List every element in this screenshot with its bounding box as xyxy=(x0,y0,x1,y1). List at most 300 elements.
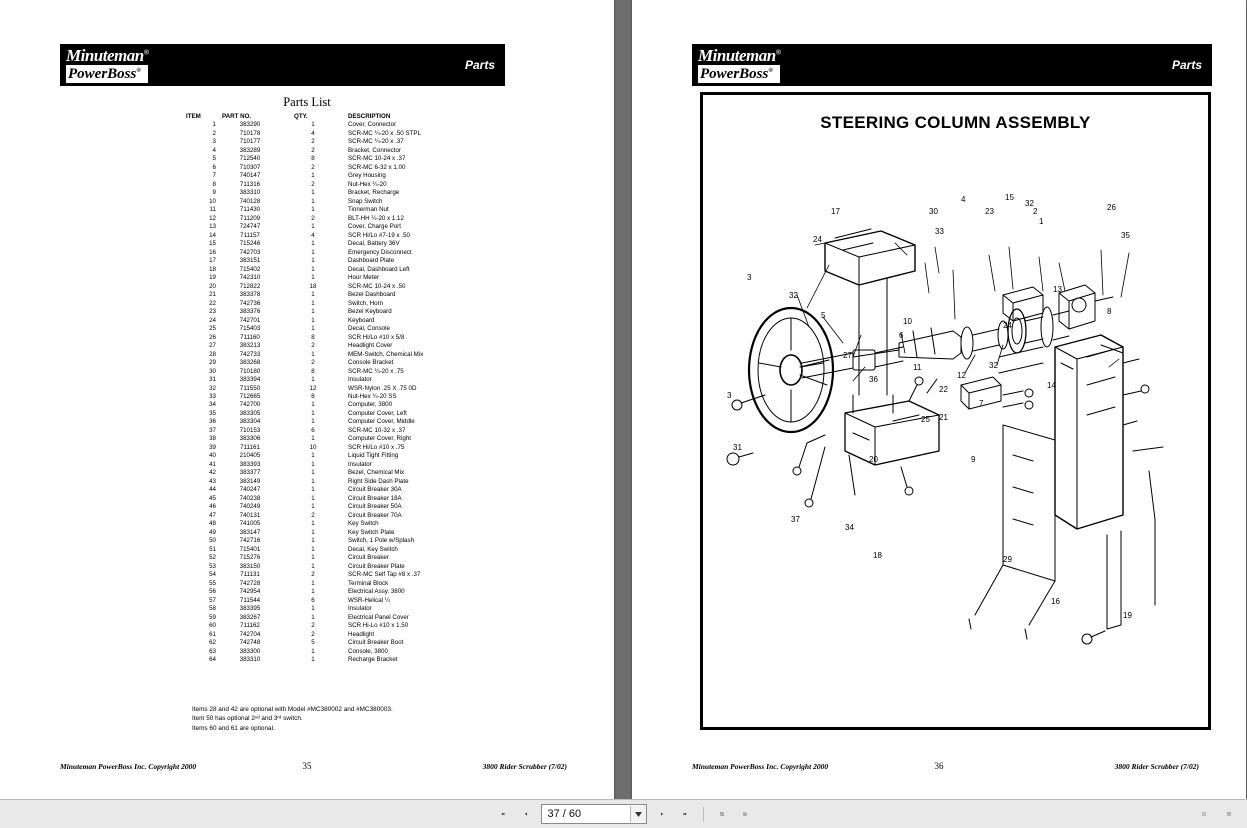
callout-number: 32 xyxy=(989,361,998,370)
table-row xyxy=(186,486,578,494)
callout-number: 24 xyxy=(813,235,822,244)
cell-qty: 1 xyxy=(311,189,315,197)
cell-item: 42 xyxy=(209,469,216,477)
table-row xyxy=(186,342,578,350)
cell-qty: 1 xyxy=(311,121,315,129)
table-row xyxy=(186,215,578,223)
cell-item: 47 xyxy=(209,511,216,519)
cell-description: Cover, Connector xyxy=(348,121,397,129)
cell-description: Insulator xyxy=(348,376,372,384)
first-page-button[interactable] xyxy=(495,806,511,822)
table-row xyxy=(186,461,578,469)
viewer-toolbar xyxy=(0,799,1247,828)
column-header-part-no: PART NO. xyxy=(222,113,252,120)
assembly-drawing-frame xyxy=(700,92,1211,730)
cell-qty: 2 xyxy=(311,214,315,222)
cell-description: SCR-MC Self Tap #8 x .37 xyxy=(348,571,421,579)
cell-item: 44 xyxy=(209,486,216,494)
cell-part-no: 383267 xyxy=(239,613,261,621)
table-row xyxy=(186,198,578,206)
cell-item: 52 xyxy=(209,554,216,562)
brand-registered-mark-2: ® xyxy=(136,68,141,74)
cell-part-no: 742954 xyxy=(239,588,261,596)
cell-item: 33 xyxy=(209,392,216,400)
table-row xyxy=(186,554,578,562)
cell-description: Electrical Assy. 3800 xyxy=(348,588,405,596)
cell-item: 36 xyxy=(209,418,216,426)
cell-description: Circuit Breaker 50A xyxy=(348,503,402,511)
page-footer-left xyxy=(0,760,614,772)
cell-part-no: 741005 xyxy=(239,520,261,528)
cell-part-no: 742701 xyxy=(239,316,261,324)
cell-part-no: 711162 xyxy=(240,622,260,630)
cell-qty: 1 xyxy=(311,172,315,180)
cell-qty: 1 xyxy=(311,486,315,494)
table-row xyxy=(186,427,578,435)
cell-item: 50 xyxy=(209,537,216,545)
cell-description: Circuit Breaker xyxy=(348,554,389,562)
brand-registered-mark-right: ® xyxy=(775,48,781,57)
document-page-left[interactable] xyxy=(0,0,614,800)
table-row xyxy=(186,444,578,452)
table-row xyxy=(186,588,578,596)
cell-part-no: 383290 xyxy=(239,121,261,129)
cell-item: 53 xyxy=(209,562,216,570)
note-line: Items 60 and 61 are optional. xyxy=(192,724,275,732)
cell-description: Insulator xyxy=(348,605,372,613)
table-row xyxy=(186,639,578,647)
cell-part-no: 383394 xyxy=(239,376,261,384)
cell-item: 55 xyxy=(209,579,216,587)
cell-item: 6 xyxy=(212,163,216,171)
cell-item: 20 xyxy=(209,282,216,290)
cell-part-no: 383300 xyxy=(239,647,261,655)
cell-part-no: 383149 xyxy=(239,477,261,485)
table-row xyxy=(186,571,578,579)
assembly-drawing-title: STEERING COLUMN ASSEMBLY xyxy=(820,113,1091,132)
cell-description: Decal, Console xyxy=(348,325,390,333)
cell-qty: 1 xyxy=(311,477,315,485)
cell-part-no: 711209 xyxy=(239,214,261,222)
document-page-right[interactable] xyxy=(632,0,1246,800)
cell-qty: 1 xyxy=(311,274,315,282)
table-row xyxy=(186,537,578,545)
steering-column-assembly-diagram xyxy=(703,95,1208,727)
callout-number: 29 xyxy=(1003,555,1012,564)
cell-description: SCR-MC 6-32 x 1.00 xyxy=(348,163,406,171)
cell-item: 40 xyxy=(209,452,216,460)
chevron-down-icon[interactable] xyxy=(630,806,646,822)
cell-description: BLT-HH ¼-20 x 1.12 xyxy=(348,214,404,222)
cell-qty: 10 xyxy=(309,443,317,451)
cell-qty: 8 xyxy=(311,392,315,400)
cell-item: 17 xyxy=(209,257,216,265)
cell-description: Electrical Panel Cover xyxy=(348,613,409,621)
cell-qty: 1 xyxy=(311,579,315,587)
callout-number: 8 xyxy=(1107,307,1112,316)
cell-qty: 8 xyxy=(311,367,315,375)
table-row xyxy=(186,283,578,291)
parts-list-notes xyxy=(192,705,572,733)
cell-item: 60 xyxy=(209,622,216,630)
cell-part-no: 742704 xyxy=(239,630,261,638)
table-row xyxy=(186,597,578,605)
cell-part-no: 383393 xyxy=(239,460,261,468)
cell-qty: 1 xyxy=(311,460,315,468)
cell-part-no: 383395 xyxy=(239,605,261,613)
cell-description: Dashboard Plate xyxy=(348,257,395,265)
cell-part-no: 710153 xyxy=(239,426,261,434)
cell-qty: 1 xyxy=(311,401,315,409)
cell-part-no: 715401 xyxy=(239,545,261,553)
cell-part-no: 710177 xyxy=(239,138,261,146)
cell-description: Computer Cover, Left xyxy=(348,409,407,417)
cell-part-no: 711544 xyxy=(239,596,261,604)
cell-part-no: 712665 xyxy=(239,392,261,400)
single-page-view-icon[interactable] xyxy=(1196,806,1212,822)
cell-part-no: 740147 xyxy=(239,172,261,180)
cell-item: 26 xyxy=(209,333,216,341)
cell-description: Bezel Keyboard xyxy=(348,308,392,316)
cell-part-no: 742703 xyxy=(239,248,261,256)
callout-number: 32 xyxy=(1025,199,1034,208)
cell-part-no: 740128 xyxy=(239,197,261,205)
fit-width-icon[interactable] xyxy=(737,806,753,822)
cell-item: 8 xyxy=(212,180,216,188)
cell-qty: 8 xyxy=(311,155,315,163)
cell-qty: 8 xyxy=(311,333,315,341)
cell-qty: 1 xyxy=(311,291,315,299)
table-row xyxy=(186,614,578,622)
cell-part-no: 383289 xyxy=(239,146,261,154)
cell-description: Cover, Charge Port xyxy=(348,223,401,231)
table-row xyxy=(186,147,578,155)
table-row xyxy=(186,138,578,146)
cell-qty: 1 xyxy=(311,350,315,358)
cell-part-no: 383376 xyxy=(239,308,261,316)
cell-item: 49 xyxy=(209,528,216,536)
toolbar-right-group xyxy=(1196,806,1237,822)
cell-part-no: 740131 xyxy=(239,511,261,519)
cell-item: 27 xyxy=(209,342,216,350)
cell-description: Console Bracket xyxy=(348,359,394,367)
cell-description: SCR Hi/Lo #7-19 x .50 xyxy=(348,231,410,239)
cell-description: SCR Hi-Lo #10 x 1.50 xyxy=(348,622,409,630)
cell-item: 48 xyxy=(209,520,216,528)
table-row xyxy=(186,656,578,664)
table-row xyxy=(186,529,578,537)
cell-qty: 1 xyxy=(311,545,315,553)
cell-qty: 1 xyxy=(311,588,315,596)
cell-item: 12 xyxy=(209,214,216,222)
cell-part-no: 742733 xyxy=(239,350,261,358)
cell-description: Liquid Tight Fitting xyxy=(348,452,399,460)
table-row xyxy=(186,418,578,426)
page-header-banner-left xyxy=(60,44,505,86)
cell-qty: 2 xyxy=(311,511,315,519)
table-row xyxy=(186,249,578,257)
callout-number: 21 xyxy=(939,413,948,422)
table-row xyxy=(186,478,578,486)
cell-item: 38 xyxy=(209,435,216,443)
cell-description: Right Side Dash Plate xyxy=(348,477,409,485)
callout-number: 15 xyxy=(1005,193,1014,202)
cell-description: WSR-Helical ¼ xyxy=(348,596,390,604)
cell-part-no: 383150 xyxy=(239,562,261,570)
brand-name-powerboss: PowerBoss xyxy=(68,66,137,82)
cell-description: Bracket, Connector xyxy=(348,146,401,154)
cell-qty: 1 xyxy=(311,418,315,426)
table-row xyxy=(186,351,578,359)
cell-qty: 1 xyxy=(311,520,315,528)
cell-item: 15 xyxy=(209,240,216,248)
note-line: Items 28 and 42 are optional with Model #MC380002 and #MC380003. xyxy=(192,706,393,713)
last-page-button[interactable] xyxy=(677,806,693,822)
cell-description: Terminal Block xyxy=(348,579,389,587)
cell-item: 62 xyxy=(209,639,216,647)
cell-description: SCR-MC 10-32 x .37 xyxy=(348,426,406,434)
footer-model-right: 3800 Rider Scrubber (7/02) xyxy=(1114,761,1199,771)
cell-part-no: 711316 xyxy=(239,180,261,188)
cell-description: Switch, 1 Pole w/Splash xyxy=(348,537,415,545)
table-row xyxy=(186,308,578,316)
cell-description: Snap Switch xyxy=(348,197,383,205)
table-row xyxy=(186,359,578,367)
cell-qty: 1 xyxy=(311,316,315,324)
cell-part-no: 711157 xyxy=(240,231,260,239)
cell-description: Circuit Breaker Boot xyxy=(348,639,404,647)
cell-part-no: 383310 xyxy=(239,656,261,663)
cell-description: Circuit Breaker 30A xyxy=(348,486,402,494)
cell-description: Insulator xyxy=(348,460,372,468)
table-row xyxy=(186,563,578,571)
brand-name-minuteman-right: Minuteman xyxy=(698,46,776,65)
cell-item: 11 xyxy=(209,206,216,214)
cell-item: 24 xyxy=(209,316,216,324)
cell-description: Bezel Dashboard xyxy=(348,291,396,299)
table-row xyxy=(186,631,578,639)
callout-number: 4 xyxy=(961,195,966,204)
table-row xyxy=(186,232,578,240)
callout-number: 13 xyxy=(1053,285,1062,294)
page-header-banner-right xyxy=(692,44,1212,86)
cell-description: Decal, Battery 36V xyxy=(348,240,400,248)
cell-qty: 1 xyxy=(311,605,315,613)
cell-description: Computer Cover, Right xyxy=(348,435,411,443)
table-row xyxy=(186,300,578,308)
fit-page-icon[interactable] xyxy=(714,806,730,822)
cell-qty: 2 xyxy=(311,163,315,171)
cell-description: MEM-Switch, Chemical Mix xyxy=(348,350,424,358)
cell-qty: 4 xyxy=(311,129,315,137)
table-row xyxy=(186,240,578,248)
cell-qty: 5 xyxy=(311,639,315,647)
cell-item: 51 xyxy=(209,545,216,553)
cell-qty: 1 xyxy=(311,469,315,477)
facing-page-view-icon[interactable] xyxy=(1221,806,1237,822)
cell-description: Decal, Dashboard Left xyxy=(348,265,410,273)
cell-item: 7 xyxy=(212,172,216,180)
cell-qty: 1 xyxy=(311,299,315,307)
cell-part-no: 712540 xyxy=(239,155,261,163)
callout-number: 20 xyxy=(869,455,878,464)
cell-item: 37 xyxy=(209,426,216,434)
cell-item: 54 xyxy=(209,571,216,579)
cell-qty: 1 xyxy=(311,248,315,256)
callout-number: 27 xyxy=(843,351,852,360)
callout-number: 3 xyxy=(747,273,752,282)
callout-number: 37 xyxy=(791,515,800,524)
footer-page-number-left: 35 xyxy=(302,761,312,771)
table-row xyxy=(186,257,578,265)
page-number-field[interactable] xyxy=(541,804,647,824)
callout-number: 26 xyxy=(1107,203,1116,212)
cell-part-no: 383305 xyxy=(239,409,261,417)
table-row xyxy=(186,376,578,384)
cell-qty: 2 xyxy=(311,342,315,350)
parts-list-table xyxy=(186,113,578,664)
cell-qty: 1 xyxy=(311,613,315,621)
cell-part-no: 383151 xyxy=(239,257,261,265)
table-row xyxy=(186,164,578,172)
table-row xyxy=(186,452,578,460)
table-row xyxy=(186,648,578,656)
toolbar-divider xyxy=(703,807,704,822)
cell-qty: 1 xyxy=(311,537,315,545)
callout-number: 10 xyxy=(903,317,912,326)
cell-part-no: 210405 xyxy=(239,452,261,460)
callout-number: 24 xyxy=(1003,321,1012,330)
cell-description: Computer Cover, Middle xyxy=(348,418,415,426)
callout-number: 12 xyxy=(957,371,966,380)
brand-name-powerboss-right: PowerBoss xyxy=(700,66,769,82)
cell-part-no: 740238 xyxy=(239,494,261,502)
table-row xyxy=(186,580,578,588)
cell-item: 29 xyxy=(209,359,216,367)
cell-description: Nut-Hex ¼-20 SS xyxy=(348,392,397,400)
cell-qty: 2 xyxy=(311,622,315,630)
table-row xyxy=(186,546,578,554)
cell-qty: 1 xyxy=(311,554,315,562)
cell-qty: 6 xyxy=(311,426,315,434)
cell-description: Key Switch Plate xyxy=(348,528,395,536)
cell-qty: 1 xyxy=(311,409,315,417)
callout-number: 22 xyxy=(939,385,948,394)
cell-item: 34 xyxy=(209,401,216,409)
cell-item: 1 xyxy=(212,121,216,129)
cell-part-no: 715402 xyxy=(239,265,261,273)
callout-number: 25 xyxy=(921,415,930,424)
brand-logo-right xyxy=(692,47,780,83)
cell-qty: 1 xyxy=(311,452,315,460)
cell-item: 56 xyxy=(209,588,216,596)
cell-part-no: 724747 xyxy=(239,223,261,231)
table-row xyxy=(186,172,578,180)
cell-item: 4 xyxy=(212,146,216,154)
callout-number: 11 xyxy=(913,363,922,372)
brand-registered-mark: ® xyxy=(143,48,149,57)
cell-item: 5 xyxy=(212,155,216,163)
cell-description: Headlight xyxy=(348,630,375,638)
cell-description: Nut-Hex ¼-20 xyxy=(348,180,387,188)
cell-qty: 1 xyxy=(311,240,315,248)
cell-part-no: 742728 xyxy=(239,579,261,587)
table-row xyxy=(186,223,578,231)
cell-qty: 1 xyxy=(311,656,315,663)
cell-item: 25 xyxy=(209,325,216,333)
previous-page-button[interactable] xyxy=(518,806,534,822)
cell-description: SCR-MC 10-24 x .50 xyxy=(348,282,406,290)
cell-description: Grey Housing xyxy=(348,172,386,180)
cell-description: Key Switch xyxy=(348,520,379,528)
cell-qty: 1 xyxy=(311,494,315,502)
callout-number: 30 xyxy=(929,207,938,216)
cell-description: Circuit Breaker 70A xyxy=(348,511,402,519)
next-page-button[interactable] xyxy=(654,806,670,822)
cell-description: Hour Meter xyxy=(348,274,379,282)
callout-number: 5 xyxy=(821,311,826,320)
callout-number: 6 xyxy=(899,331,904,340)
cell-part-no: 383268 xyxy=(239,359,261,367)
cell-item: 63 xyxy=(209,647,216,655)
cell-part-no: 715403 xyxy=(239,325,261,333)
cell-item: 3 xyxy=(212,138,216,146)
footer-copyright-left: Minuteman PowerBoss Inc. Copyright 2000 xyxy=(60,761,197,771)
cell-description: Bezel, Chemical Mix xyxy=(348,469,405,477)
cell-item: 39 xyxy=(209,443,216,451)
callout-number: 17 xyxy=(831,207,840,216)
cell-part-no: 383377 xyxy=(239,469,261,477)
cell-qty: 1 xyxy=(311,197,315,205)
cell-description: Bracket, Recharge xyxy=(348,189,400,197)
table-row xyxy=(186,181,578,189)
cell-description: SCR-MC ¼-20 x .37 xyxy=(348,138,404,146)
cell-part-no: 711131 xyxy=(240,571,260,579)
cell-item: 18 xyxy=(209,265,216,273)
brand-logo-left xyxy=(60,47,148,83)
note-line: Item 50 has optional 2ⁿᵈ and 3ʳᵈ switch. xyxy=(192,715,303,723)
callout-number: 1 xyxy=(1039,217,1044,226)
cell-part-no: 742716 xyxy=(239,537,261,545)
cell-qty: 2 xyxy=(311,146,315,154)
callout-number: 34 xyxy=(845,523,854,532)
cell-description: Tinnerman Nut xyxy=(348,206,389,214)
table-row xyxy=(186,291,578,299)
cell-part-no: 711550 xyxy=(239,384,261,392)
cell-part-no: 383310 xyxy=(239,189,261,197)
cell-description: Emergency Disconnect xyxy=(348,248,412,256)
callout-number: 31 xyxy=(733,443,742,452)
table-row xyxy=(186,393,578,401)
cell-part-no: 711161 xyxy=(240,443,260,451)
cell-qty: 1 xyxy=(311,308,315,316)
cell-item: 28 xyxy=(209,350,216,358)
callout-number: 19 xyxy=(1123,611,1132,620)
callout-number: 35 xyxy=(1121,231,1130,240)
cell-part-no: 742310 xyxy=(239,274,261,282)
table-row xyxy=(186,503,578,511)
cell-qty: 2 xyxy=(311,571,315,579)
cell-item: 43 xyxy=(209,477,216,485)
table-row xyxy=(186,605,578,613)
cell-item: 22 xyxy=(209,299,216,307)
cell-item: 58 xyxy=(209,605,216,613)
cell-item: 19 xyxy=(209,274,216,282)
cell-part-no: 712822 xyxy=(239,282,261,290)
callout-number: 14 xyxy=(1047,381,1056,390)
table-header-row xyxy=(186,113,578,121)
cell-qty: 2 xyxy=(311,359,315,367)
